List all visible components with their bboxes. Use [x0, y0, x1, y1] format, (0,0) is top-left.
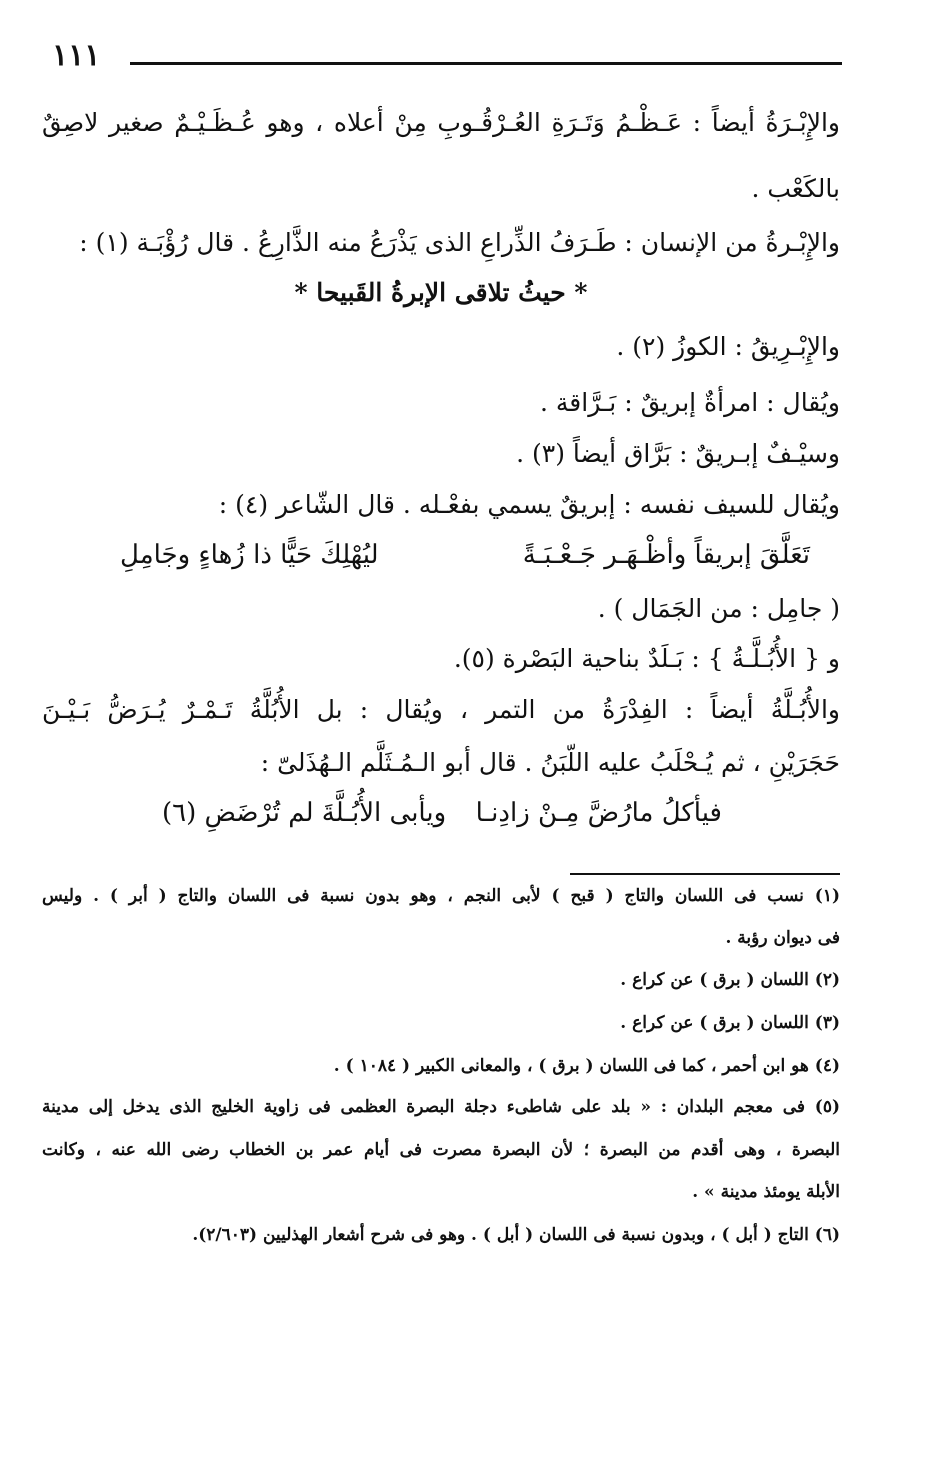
footnote-line: (٣) اللسان ( برق ) عن كراع .: [620, 1013, 840, 1033]
verse-second-hemistich: ليُهْلِكَ حَيًّا ذا زُهاءٍ وجَامِلِ: [120, 540, 379, 570]
footnote-line: (٢) اللسان ( برق ) عن كراع .: [620, 970, 840, 990]
footnote-rule: [570, 873, 840, 875]
text-line: وسيْـفٌ إبـريقٌ : بَرَّاق أيضاً (٣) .: [516, 439, 840, 468]
footnote-line: (٦) التاج ( أبل ) ، وبدون نسبة فى اللسان ( أبل ) . وهو فى شرح أشعار الهذليين (٢/٦٠٣).: [192, 1225, 840, 1245]
verse-hemistich-centered: * حيثُ تلاقى الإبرةُ القَبيحا *: [294, 278, 588, 307]
verse-line: [162, 798, 722, 828]
text-line: والأُبُـلَّةُ أيضاً : الفِدْرَةُ من التمر ، ويُقال : بل الأُبُلَّةُ تَـمْـرٌ يُـرَضُّ بَـيْـنَ: [42, 695, 840, 724]
text-line: ( جامِل : من الجَمَال ) .: [597, 594, 840, 623]
text-line: و { الأُبُـلَّـةُ } : بَـلَدٌ بناحية البَصْرة (٥).: [453, 644, 840, 673]
footnote-line: البصرة ، وهى أقدم من البصرة ؛ لأن البصرة مصرت فى أيام عمر بن الخطاب رضى الله عنه ، وكانت: [42, 1140, 840, 1160]
text-line: ويُقال : امرأةٌ إبريقٌ : بَـرَّاقة .: [540, 388, 840, 417]
text-line: بالكَعْب .: [751, 174, 840, 203]
header-rule: [130, 62, 842, 65]
verse-second-hemistich: ويأبى الأُبُـلَّةَ لم تُرْضَضِ (٦): [162, 798, 447, 828]
verse-first-hemistich: تَعَلَّقَ إبريقاً وأظْـهَـر جَـعْـبَـةً: [522, 540, 810, 570]
verse-line: [120, 540, 810, 570]
footnote-line: فى ديوان رؤبة .: [725, 928, 840, 948]
text-line: حَجَرَيْنِ ، ثم يُـحْلَبُ عليه اللّبَنُ . قال أبو الـمُـثَلَّم الـهُذَلىّ :: [260, 748, 840, 777]
footnote-line: (١) نسب فى اللسان والتاج ( قبح ) لأبى النجم ، وهو بدون نسبة فى اللسان والتاج ( أبر ) . وليس: [42, 886, 840, 906]
footnote-line: (٤) هو ابن أحمر ، كما فى اللسان ( برق ) ، والمعانى الكبير ( ١٠٨٤ ) .: [333, 1056, 840, 1076]
text-line: والإِبْـرةُ من الإنسان : طَـرَفُ الذِّراعِ الذى يَذْرَعُ منه الذَّارِعُ . قال رُؤْبَـة (١) :: [79, 228, 840, 257]
footnote-line: الأبلة يومئذ مدينة » .: [692, 1182, 840, 1202]
text-line: والإِبْـرَةُ أيضاً : عَـظْـمُ وَتَـرَةِ العُـرْقُـوبِ مِنْ أعلاه ، وهو عُـظَـيْـمٌ صغير لاصِقٌ: [42, 108, 840, 137]
footnote-line: (٥) فى معجم البلدان : « بلد على شاطىء دجلة البصرة العظمى فى زاوية الخليج الذى يدخل إلى مدينة: [42, 1097, 840, 1117]
page-number: ١١١: [52, 38, 101, 73]
verse-first-hemistich: فيأكلُ مارُضَّ مِـنْ زادِنـا: [475, 798, 722, 828]
text-line: والإِبْـرِيقُ : الكوزُ (٢) .: [616, 332, 840, 361]
text-line: ويُقال للسيف نفسه : إبريقٌ يسمي بفعْـله . قال الشّاعر (٤) :: [218, 490, 840, 519]
